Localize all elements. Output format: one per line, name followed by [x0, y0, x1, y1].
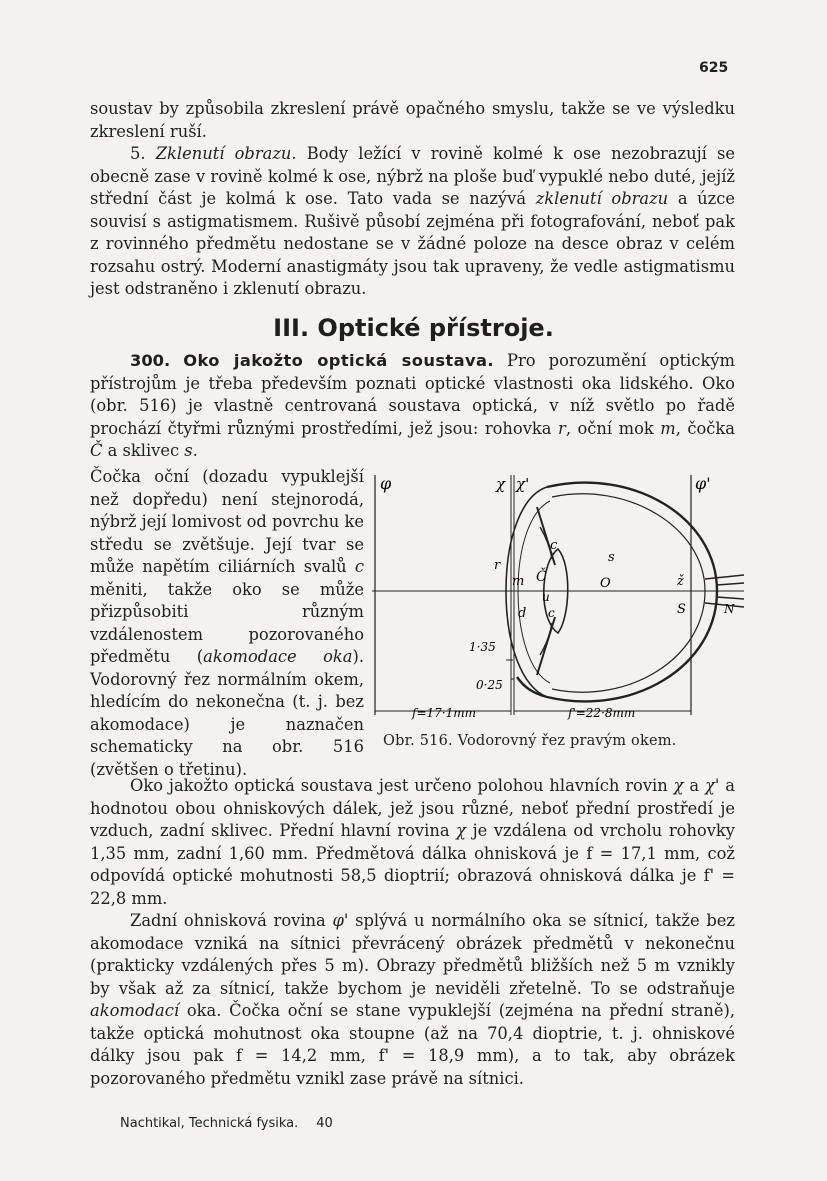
text: a sklivec — [102, 441, 185, 460]
var: m — [660, 418, 676, 438]
page-number: 625 — [699, 60, 729, 76]
text: Zadní ohnisková rovina — [130, 911, 333, 930]
item-title: Zklenutí obrazu. — [155, 144, 297, 163]
text: je vzdálena od vrcholu rohovky 1,35 mm, zadní 1,60 mm. Předmětová dálka ohnisková je f = 17,1 mm, což odpovídá optické mohutnosti 58,5 dioptrií; obrazová ohnisková dálka je f' = 22,8 mm. — [90, 821, 735, 908]
label-S: S — [677, 602, 686, 617]
term: akomodací — [90, 1001, 180, 1020]
label-o: O — [600, 576, 611, 591]
var: c — [354, 557, 364, 576]
footer-sheet: 40 — [316, 1116, 333, 1131]
label-z: ž — [677, 574, 684, 589]
label-s: s — [608, 550, 615, 565]
text: splývá u normálního oka se sítnicí, takže bez akomodace vzniká na sítnici převrácený obrázek předmětů v nekonečnu (prakticky vzdálených přes 5 m). Obrazy předmětů bližších než 5 m vznikly by však až za sítnicí, takže bychom je neviděli zřetelně. To se odstraňuje — [90, 911, 735, 998]
label-c-lower: c — [548, 606, 555, 620]
retina-outline — [552, 494, 705, 692]
text: ). Vodorovný řez normálním okem, hledícím do nekonečna (t. j. bez akomodace) je naznačen schematicky na obr. 516 (zvětšen o třetinu). — [90, 647, 364, 779]
text: a — [683, 776, 706, 795]
label-f-prime: f'=22·8mm — [568, 706, 636, 720]
var: χ' — [705, 776, 720, 795]
section-title: Oko jakožto optická soustava. — [183, 351, 494, 370]
item-number: 5. — [130, 144, 156, 163]
term: zklenutí obrazu — [535, 189, 669, 208]
term: akomodace oka — [203, 647, 353, 666]
footer — [120, 1116, 351, 1131]
paragraph-image-curvature — [90, 143, 735, 301]
footer-book: Nachtikal, Technická fysika. — [120, 1116, 299, 1131]
text: a úzce souvisí s astigmatismem. Rušivě působí zejména při fotografování, neboť pak z rovinného předmětu nedostane se v žádné poloze na desce obraz v celém rozsahu ostrý. Moderní anastigmáty jsou tak upraveny, že vedle astigmatismu jest odstraněno i zklenutí obrazu. — [90, 189, 735, 298]
text: Čočka oční (dozadu vypuklejší než dopředu) není stejnorodá, nýbrž její lomivost od povrchu ke středu se zvětšuje. Její tvar se může napětím ciliárních svalů — [90, 467, 364, 576]
label-c-upper: c — [550, 538, 558, 553]
label-chi-prime: χ' — [516, 475, 530, 493]
text: , čočka — [675, 418, 736, 438]
figure-caption: Obr. 516. Vodorovný řez pravým okem. — [383, 733, 677, 749]
eye-diagram — [372, 467, 744, 729]
text: Oko jakožto optická soustava jest určeno polohou hlavních rovin — [130, 776, 674, 795]
label-1-35: 1·35 — [469, 640, 496, 654]
text: Body ležící v rovině kolmé k ose nezobrazují se obecně zase v rovině kolmé k ose, nýbrž na ploše buď vypuklé nebo duté, jejíž střední část je kolmá k ose. Tato vada se nazývá — [90, 144, 735, 208]
label-f: f=17·1mm — [412, 706, 476, 720]
label-u: u — [542, 590, 550, 604]
var: r — [558, 418, 566, 438]
section-number: 300. — [130, 351, 171, 370]
label-d: d — [518, 606, 527, 621]
eye-diagram-svg — [372, 467, 744, 729]
var: φ' — [332, 911, 349, 930]
paragraph-accommodation — [90, 910, 735, 1090]
text: měniti, takže oko se může přizpůsobiti různým vzdálenostem pozorovaného předmětu ( — [90, 579, 364, 666]
text: Pro porozumění optickým přístrojům je třeba především poznati optické vlastnosti oka lidského. Oko (obr. 516) je vlastně centrovaná soustava optická, v níž světlo po řadě prochází čtyřmi různými prostředími, jež jsou: rohovka — [90, 351, 735, 438]
paragraph-principal-planes — [90, 775, 735, 910]
text: oka. Čočka oční se stane vypuklejší (zejména na přední straně), takže optická mohutnost oka stoupne (až na 70,4 dioptrie, t. j. ohniskové dálky jsou pak f = 14,2 mm, f' = 18,9 mm), a to tak, aby obrázek pozorovaného předmětu vznikl zase právě na sítnici. — [90, 1001, 735, 1088]
text: . — [192, 441, 198, 460]
var: χ — [456, 821, 466, 840]
section-300-intro — [90, 350, 735, 463]
label-lens: Č — [536, 569, 547, 585]
text: , oční mok — [565, 418, 661, 438]
var: χ — [673, 776, 684, 795]
label-m: m — [512, 574, 525, 589]
label-phi: φ — [380, 474, 392, 493]
label-N: N — [724, 602, 735, 616]
var: Č — [90, 441, 103, 460]
label-chi: χ — [496, 475, 506, 493]
paragraph-lens-narrow — [90, 466, 364, 781]
text: a hodnotou obou ohniskových dálek, jež jsou různé, neboť přední prostředí je vzduch, zadní sklivec. Přední hlavní rovina — [90, 776, 735, 840]
label-r: r — [494, 558, 501, 573]
paragraph-continuation: soustav by způsobila zkreslení právě opačného smyslu, takže se ve výsledku zkreslení ruší. — [90, 99, 735, 141]
section-heading: III. Optické přístroje. — [273, 314, 554, 342]
label-phi-prime: φ' — [695, 474, 711, 493]
label-0-25: 0·25 — [476, 678, 503, 692]
var: s — [184, 441, 193, 460]
